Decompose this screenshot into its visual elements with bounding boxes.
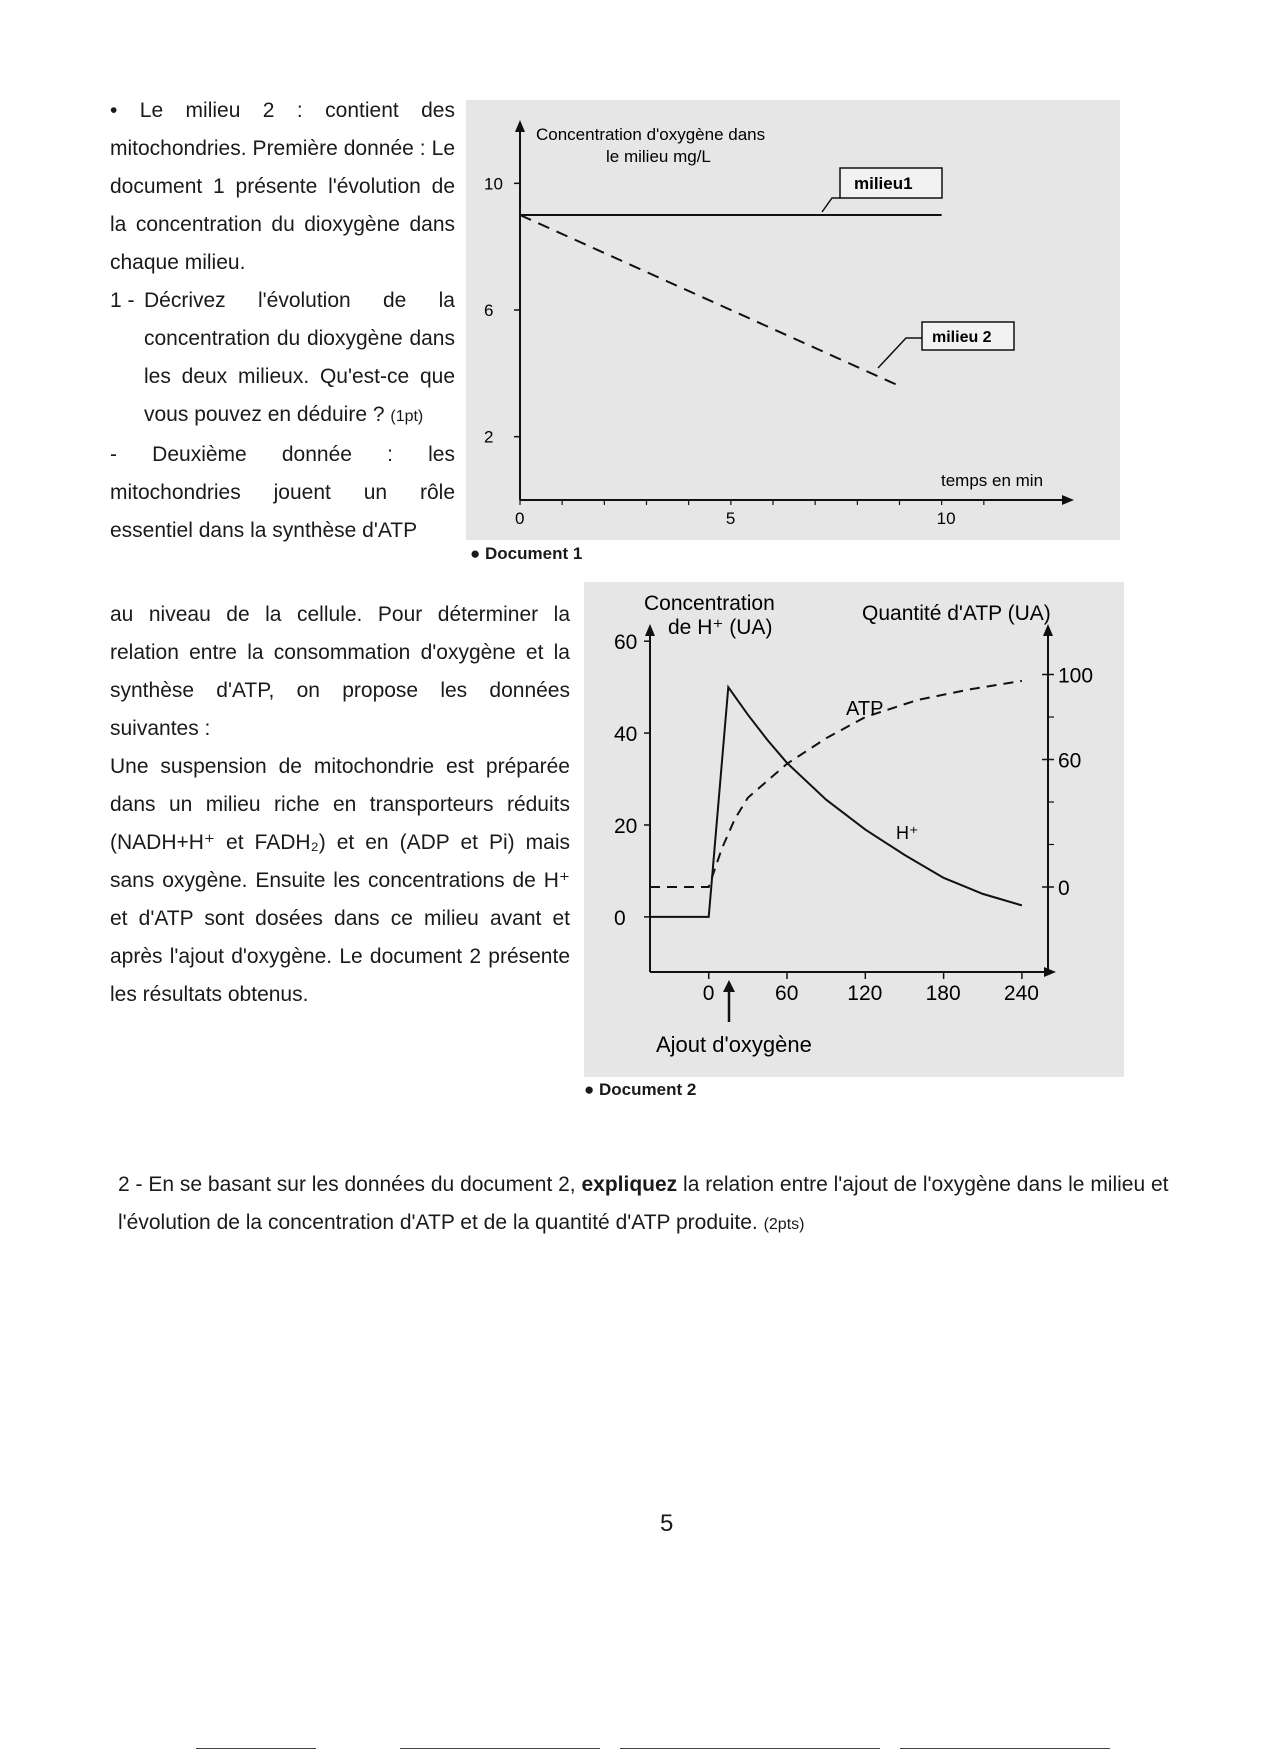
document-1-caption: ● Document 1 — [470, 544, 583, 563]
doc1-ylabel-line2: le milieu mg/L — [606, 147, 711, 166]
document-2-figure — [584, 582, 1124, 1077]
doc2-xtick-label: 120 — [847, 982, 883, 1005]
doc1-milieu2-label: milieu 2 — [932, 329, 992, 346]
doc2-line-atp — [650, 681, 1022, 887]
doc2-right-tick-label: 60 — [1058, 749, 1082, 773]
bottom-rule-4 — [900, 1748, 1110, 1749]
doc1-xtick-label: 5 — [725, 509, 736, 528]
question-1-points: (1pt) — [390, 408, 424, 425]
doc2-left-tick-label: 20 — [614, 814, 638, 838]
doc2-xtick-label: 180 — [925, 982, 961, 1005]
doc1-ytick-label: 10 — [484, 174, 503, 194]
doc2-xtick-label: 240 — [1003, 982, 1039, 1005]
doc2-arrow-label: Ajout d'oxygène — [656, 1032, 812, 1057]
doc1-y-axis-arrow — [515, 120, 525, 132]
doc2-atp-label: ATP — [846, 698, 884, 720]
experiment-description: Une suspension de mitochondrie est préparée dans un milieu riche en transporteurs réduits (NADH+H⁺ et FADH₂) et en (ADP et Pi) mais sans oxygène. Ensuite les concentrations de H⁺ et d'ATP sont dosées dans ce milieu avant et après l'ajout d'oxygène. Le document 2 présente les résultats obtenus. — [110, 755, 570, 1006]
doc2-line-h — [650, 687, 1022, 917]
doc2-right-tick-label: 0 — [1058, 877, 1070, 900]
doc2-left-axis-label-line1: Concentration — [644, 592, 775, 615]
doc1-ytick-label: 6 — [484, 301, 494, 320]
question-2-text-b: la relation entre l'ajout de l'oxygène dans le milieu et l'évolution de la concentration d'ATP et de la quantité d'ATP produite. — [118, 1173, 1169, 1234]
question-2-text-bold: expliquez — [581, 1173, 678, 1196]
document-2-caption: ● Document 2 — [584, 1080, 697, 1099]
doc2-right-axis-arrow — [1043, 624, 1053, 636]
question-1-text: Décrivez l'évolution de la concentration du dioxygène dans les deux milieux. Qu'est-ce que vous pouvez en déduire ? — [144, 289, 455, 426]
page-number: 5 — [660, 1510, 674, 1537]
document-2-caption-text: Document 2 — [599, 1080, 697, 1099]
question-2-text-a: En se basant sur les données du document 2, — [148, 1173, 576, 1196]
document-1-chart — [466, 100, 1120, 540]
doc1-line-milieu2 — [520, 215, 900, 386]
doc2-right-axis-label: Quantité d'ATP (UA) — [862, 602, 1051, 625]
doc1-milieu1-leader — [822, 198, 840, 212]
doc1-milieu1-label: milieu1 — [854, 174, 913, 193]
doc2-left-axis-arrow — [645, 624, 655, 636]
doc1-xtick-label: 0 — [515, 509, 525, 528]
question-2-number: 2 - — [118, 1173, 143, 1196]
question-1 — [110, 282, 455, 436]
doc2-oxygen-arrow-head — [723, 980, 735, 992]
doc1-ytick-label: 2 — [484, 427, 494, 447]
doc2-left-axis-label-line2: de H⁺ (UA) — [668, 616, 773, 639]
second-data-continuation: au niveau de la cellule. Pour déterminer la relation entre la consommation d'oxygène et la synthèse d'ATP, on propose les données suivantes : — [110, 603, 570, 740]
document-2-chart — [584, 582, 1124, 1077]
doc2-h-label: H⁺ — [896, 823, 919, 843]
question-1-number: 1 - — [110, 289, 135, 312]
question-2-points: (2pts) — [763, 1216, 805, 1233]
doc1-ylabel-line1: Concentration d'oxygène dans — [536, 125, 766, 144]
doc2-x-axis-arrow — [1044, 967, 1056, 977]
doc1-x-axis-arrow — [1062, 495, 1074, 505]
doc2-left-tick-label: 60 — [614, 631, 638, 655]
document-1-figure — [466, 100, 1120, 540]
doc2-left-tick-label: 40 — [614, 723, 638, 747]
doc2-left-tick-label: 0 — [614, 906, 626, 930]
experiment-text-block — [110, 596, 570, 1014]
doc2-xtick-label: 60 — [775, 982, 799, 1005]
document-1-caption-text: Document 1 — [485, 544, 583, 563]
bottom-rule-2 — [400, 1748, 600, 1749]
doc1-milieu2-leader — [878, 338, 922, 368]
question-2 — [118, 1166, 1188, 1244]
doc2-xtick-label: 0 — [702, 982, 715, 1005]
second-data-intro: - Deuxième donnée : les mitochondries jouent un rôle essentiel dans la synthèse d'ATP — [110, 443, 455, 542]
doc2-right-tick-label: 100 — [1058, 664, 1094, 688]
bottom-rule-1 — [196, 1748, 316, 1749]
milieu2-intro: • Le milieu 2 : contient des mitochondries. Première donnée : Le document 1 présente l'évolution de la concentration du dioxygène dans chaque milieu. — [110, 99, 455, 274]
doc1-xlabel: temps en min — [941, 471, 1044, 490]
bottom-rule-3 — [620, 1748, 880, 1749]
doc1-xtick-label: 10 — [936, 509, 956, 528]
left-text-column — [110, 92, 455, 550]
